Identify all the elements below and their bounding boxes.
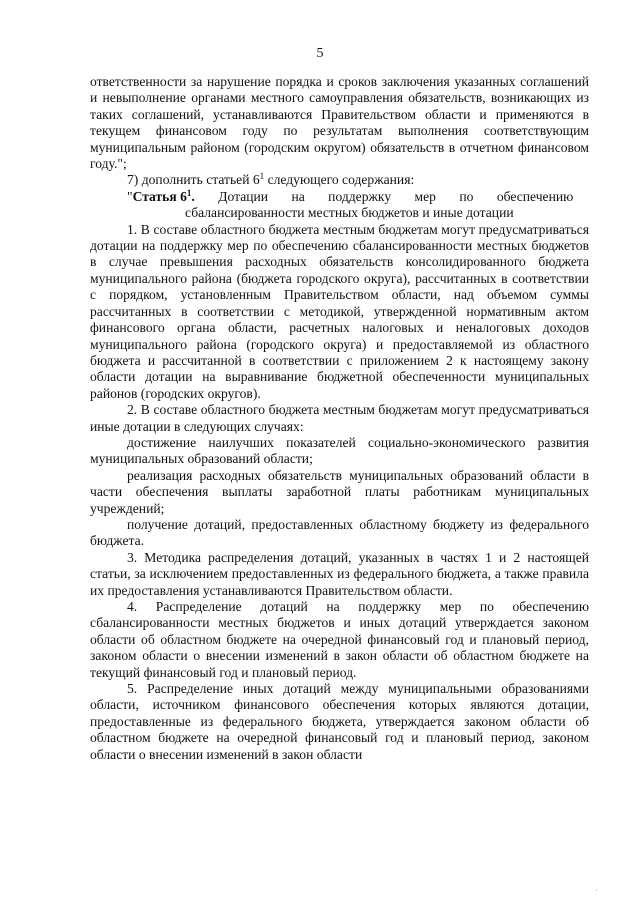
document-body — [90, 74, 589, 763]
margin-mark: , — [596, 886, 598, 892]
amendment-7-text: 7) дополнить статьей 6 — [127, 172, 260, 188]
paragraph-case-federal: получение дотаций, предоставленных областному бюджету из федерального бюджета. — [90, 516, 589, 549]
amendment-7-superscript: 1 — [259, 171, 265, 182]
article-heading-line-1 — [90, 189, 589, 205]
article-label-text: Статья 6 — [132, 188, 187, 204]
paragraph-part-5: 5. Распределение иных дотаций между муниципальными образованиями области, источником финансового обеспечения которых являются дотации, предоставленные из федерального бюджета, утверждается законом области об областном бюджете на очередной финансовый год и плановый период, законом области о внесении изменений в закон области — [90, 681, 589, 762]
paragraph-part-3: 3. Методика распределения дотаций, указанных в частях 1 и 2 настоящей статьи, за исключением предоставленных из федерального бюджета, а также правила их предоставления устанавливаются Правительством области. — [90, 549, 589, 598]
page-number: 5 — [316, 46, 324, 61]
article-heading — [90, 189, 589, 222]
paragraph-amendment-7 — [90, 172, 589, 188]
paragraph-liability-continuation: ответственности за нарушение порядка и сроков заключения указанных соглашений и невыполнение органами местного самоуправления обязательств, возникающих из таких соглашений, устанавливаются Правительством области и применяются в текущем финансовом году по результатам выполнения соответствующим муниципальным районом (городским округом) обязательств в отчетном финансовом году."; — [90, 74, 589, 172]
paragraph-case-salary: реализация расходных обязательств муниципальных образований области в части обеспечения выплаты заработной платы работникам муниципальных учреждений; — [90, 467, 589, 516]
article-label — [133, 189, 195, 204]
article-open-quote: " — [127, 188, 133, 204]
article-label-superscript: 1 — [186, 187, 192, 198]
paragraph-part-4: 4. Распределение дотаций на поддержку мер по обеспечению сбалансированности местных бюджетов и иных дотаций утверждается законом области об областном бюджете на очередной финансовый год и плановый период, законом области о внесении изменений в закон области об областном бюджете на текущий финансовый год и плановый период. — [90, 599, 589, 680]
paragraph-part-1: 1. В составе областного бюджета местным бюджетам могут предусматриваться дотации на поддержку мер по обеспечению сбалансированности местных бюджетов в случае превышения расходных обязательств консолидированного бюджета муниципального района (бюджета городского округа), рассчитанных в соответствии с порядком, установленным Правительством области, над объемом суммы рассчитанных в соответствии с методикой, утвержденной нормативным актом финансового органа области, расчетных налоговых и неналоговых доходов муниципального района (городского округа) и предоставляемой из областного бюджета и рассчитанной в соответствии с приложением 2 к настоящему закону области дотации на выравнивание бюджетной обеспеченности муниципальных районов (городских округов). — [90, 221, 589, 401]
article-label-dot: . — [191, 188, 195, 204]
paragraph-part-2: 2. В составе областного бюджета местным бюджетам могут предусматриваться иные дотации в следующих случаях: — [90, 402, 589, 434]
article-title-part-1: Дотации на поддержку мер по обеспечению — [194, 188, 574, 204]
article-title-part-2: сбалансированности местных бюджетов и иные дотации — [185, 205, 514, 221]
amendment-7-suffix: следующего содержания: — [264, 172, 415, 188]
paragraph-case-achievement: достижение наилучших показателей социально-экономического развития муниципальных образований области; — [90, 434, 589, 467]
